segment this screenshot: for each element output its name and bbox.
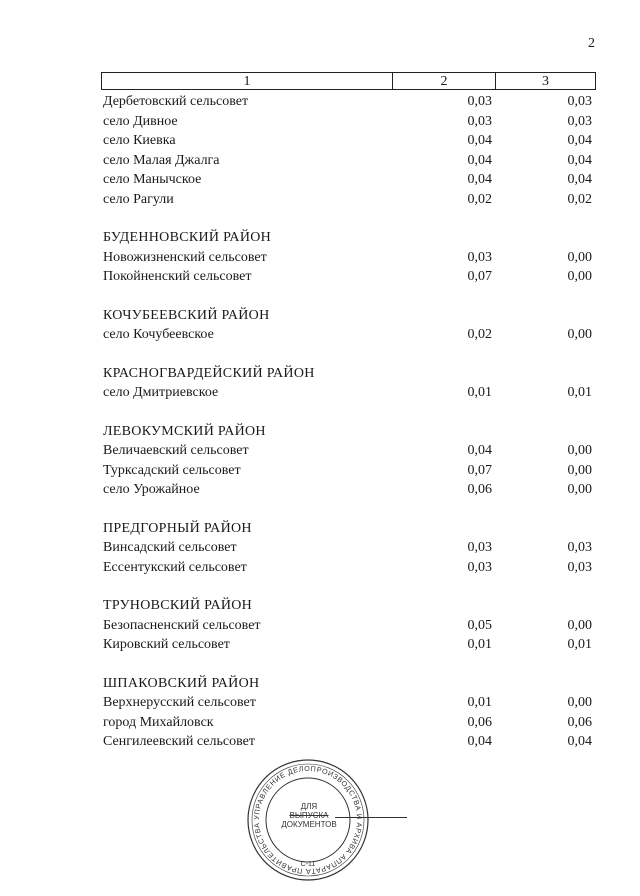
stamp-center-line: ВЫПУСКА — [289, 811, 329, 820]
group-spacer — [0, 209, 640, 228]
row-value-col-2: 0,03 — [467, 559, 492, 575]
row-name: Винсадский сельсовет — [103, 540, 237, 555]
row-name: село Дмитриевское — [103, 385, 219, 400]
row-name: село Дивное — [103, 113, 178, 129]
row-name: Ессентукский сельсовет — [103, 559, 247, 575]
row-value-col-3: 0,04 — [567, 172, 592, 187]
row-name: Безопасненский сельсовет — [103, 617, 261, 633]
row-name: село Урожайное — [103, 482, 200, 497]
row-value-col-3: 0,04 — [567, 133, 592, 148]
row-value-col-2: 0,06 — [467, 714, 492, 730]
row-value-col-2: 0,03 — [467, 113, 492, 129]
table-row — [0, 616, 640, 636]
table-row — [0, 693, 640, 713]
header-col-1: 1 — [102, 73, 393, 89]
row-value-col-2: 0,04 — [467, 152, 492, 168]
row-name: Величаевский сельсовет — [103, 443, 249, 458]
row-value-col-3: 0,03 — [567, 113, 592, 129]
district-heading — [0, 596, 640, 616]
stamp-center-text — [280, 802, 338, 829]
group-spacer — [0, 403, 640, 422]
group-spacer — [0, 345, 640, 364]
district-name: КОЧУБЕЕВСКИЙ РАЙОН — [103, 307, 270, 323]
table-row — [0, 732, 640, 752]
district-heading — [0, 306, 640, 326]
row-name: село Рагули — [103, 191, 174, 207]
district-name: ЛЕВОКУМСКИЙ РАЙОН — [103, 423, 266, 439]
row-value-col-3: 0,00 — [567, 269, 592, 284]
table-row — [0, 267, 640, 287]
row-value-col-2: 0,04 — [467, 172, 492, 187]
row-name: село Малая Джалга — [103, 152, 220, 168]
table-row — [0, 441, 640, 461]
row-value-col-3: 0,01 — [567, 637, 592, 652]
page-number: 2 — [588, 36, 595, 51]
row-name: село Манычское — [103, 172, 202, 187]
stamp-center-line: ДОКУМЕНТОВ — [281, 820, 337, 829]
district-name: БУДЕННОВСКИЙ РАЙОН — [103, 230, 272, 245]
signature-line — [335, 817, 407, 818]
row-value-col-3: 0,00 — [567, 327, 592, 342]
table-row — [0, 92, 640, 112]
row-name: Турксадский сельсовет — [103, 462, 241, 478]
row-value-col-2: 0,03 — [467, 249, 492, 265]
table-row — [0, 112, 640, 132]
table-row — [0, 151, 640, 171]
district-heading — [0, 364, 640, 384]
row-value-col-3: 0,04 — [567, 734, 592, 749]
row-value-col-3: 0,03 — [567, 94, 592, 109]
district-heading — [0, 674, 640, 694]
row-value-col-2: 0,01 — [467, 637, 492, 652]
district-heading — [0, 228, 640, 248]
table-row — [0, 558, 640, 578]
row-name: Новожизненский сельсовет — [103, 249, 267, 265]
group-spacer — [0, 500, 640, 519]
table-row — [0, 538, 640, 558]
row-value-col-2: 0,02 — [467, 191, 492, 207]
row-value-col-2: 0,04 — [467, 133, 492, 148]
row-value-col-3: 0,06 — [567, 714, 592, 730]
row-value-col-3: 0,04 — [567, 152, 592, 168]
group-spacer — [0, 655, 640, 674]
row-name: Сенгилеевский сельсовет — [103, 734, 255, 749]
row-value-col-3: 0,00 — [567, 249, 592, 265]
row-value-col-3: 0,03 — [567, 559, 592, 575]
row-name: Покойненский сельсовет — [103, 269, 252, 284]
row-value-col-3: 0,00 — [567, 617, 592, 633]
row-value-col-3: 0,00 — [567, 443, 592, 458]
stamp-ring-text: УПРАВЛЕНИЕ ДЕЛОПРОИЗВОДСТВА И АРХИВА АППАРАТА ПРАВИТЕЛЬСТВА — [251, 763, 365, 877]
row-name: город Михайловск — [103, 714, 214, 730]
row-value-col-2: 0,04 — [467, 734, 492, 749]
row-value-col-2: 0,03 — [467, 94, 492, 109]
row-value-col-2: 0,07 — [467, 462, 492, 478]
row-value-col-2: 0,03 — [467, 540, 492, 555]
row-name: Кировский сельсовет — [103, 637, 230, 652]
district-heading — [0, 519, 640, 539]
table-row — [0, 170, 640, 190]
table-header — [101, 72, 596, 90]
row-value-col-3: 0,00 — [567, 482, 592, 497]
header-col-2: 2 — [393, 73, 496, 89]
stamp-code: С-11 — [300, 861, 316, 868]
table-row — [0, 325, 640, 345]
table-row — [0, 480, 640, 500]
table-row — [0, 131, 640, 151]
table-row — [0, 383, 640, 403]
group-spacer — [0, 577, 640, 596]
row-value-col-3: 0,00 — [567, 462, 592, 478]
district-heading — [0, 422, 640, 442]
row-value-col-2: 0,06 — [467, 482, 492, 497]
table-body — [0, 92, 640, 752]
row-value-col-2: 0,01 — [467, 385, 492, 400]
row-value-col-3: 0,03 — [567, 540, 592, 555]
row-value-col-3: 0,02 — [567, 191, 592, 207]
table-row — [0, 635, 640, 655]
table-row — [0, 248, 640, 268]
row-value-col-3: 0,01 — [567, 385, 592, 400]
row-name: село Киевка — [103, 133, 176, 148]
table-row — [0, 713, 640, 733]
row-value-col-2: 0,04 — [467, 443, 492, 458]
table-row — [0, 461, 640, 481]
row-value-col-2: 0,01 — [467, 695, 492, 710]
row-name: Верхнерусский сельсовет — [103, 695, 256, 710]
row-value-col-2: 0,02 — [467, 327, 492, 342]
table-row — [0, 190, 640, 210]
district-name: ТРУНОВСКИЙ РАЙОН — [103, 598, 253, 613]
row-name: Дербетовский сельсовет — [103, 94, 249, 109]
district-name: ШПАКОВСКИЙ РАЙОН — [103, 675, 260, 691]
district-name: ПРЕДГОРНЫЙ РАЙОН — [103, 520, 252, 536]
stamp-center-line: ДЛЯ — [300, 802, 318, 811]
row-value-col-2: 0,05 — [467, 617, 492, 633]
header-col-3: 3 — [542, 74, 549, 89]
group-spacer — [0, 287, 640, 306]
row-name: село Кочубеевское — [103, 327, 214, 342]
district-name: КРАСНОГВАРДЕЙСКИЙ РАЙОН — [103, 365, 315, 381]
row-value-col-3: 0,00 — [567, 695, 592, 710]
row-value-col-2: 0,07 — [467, 269, 492, 284]
